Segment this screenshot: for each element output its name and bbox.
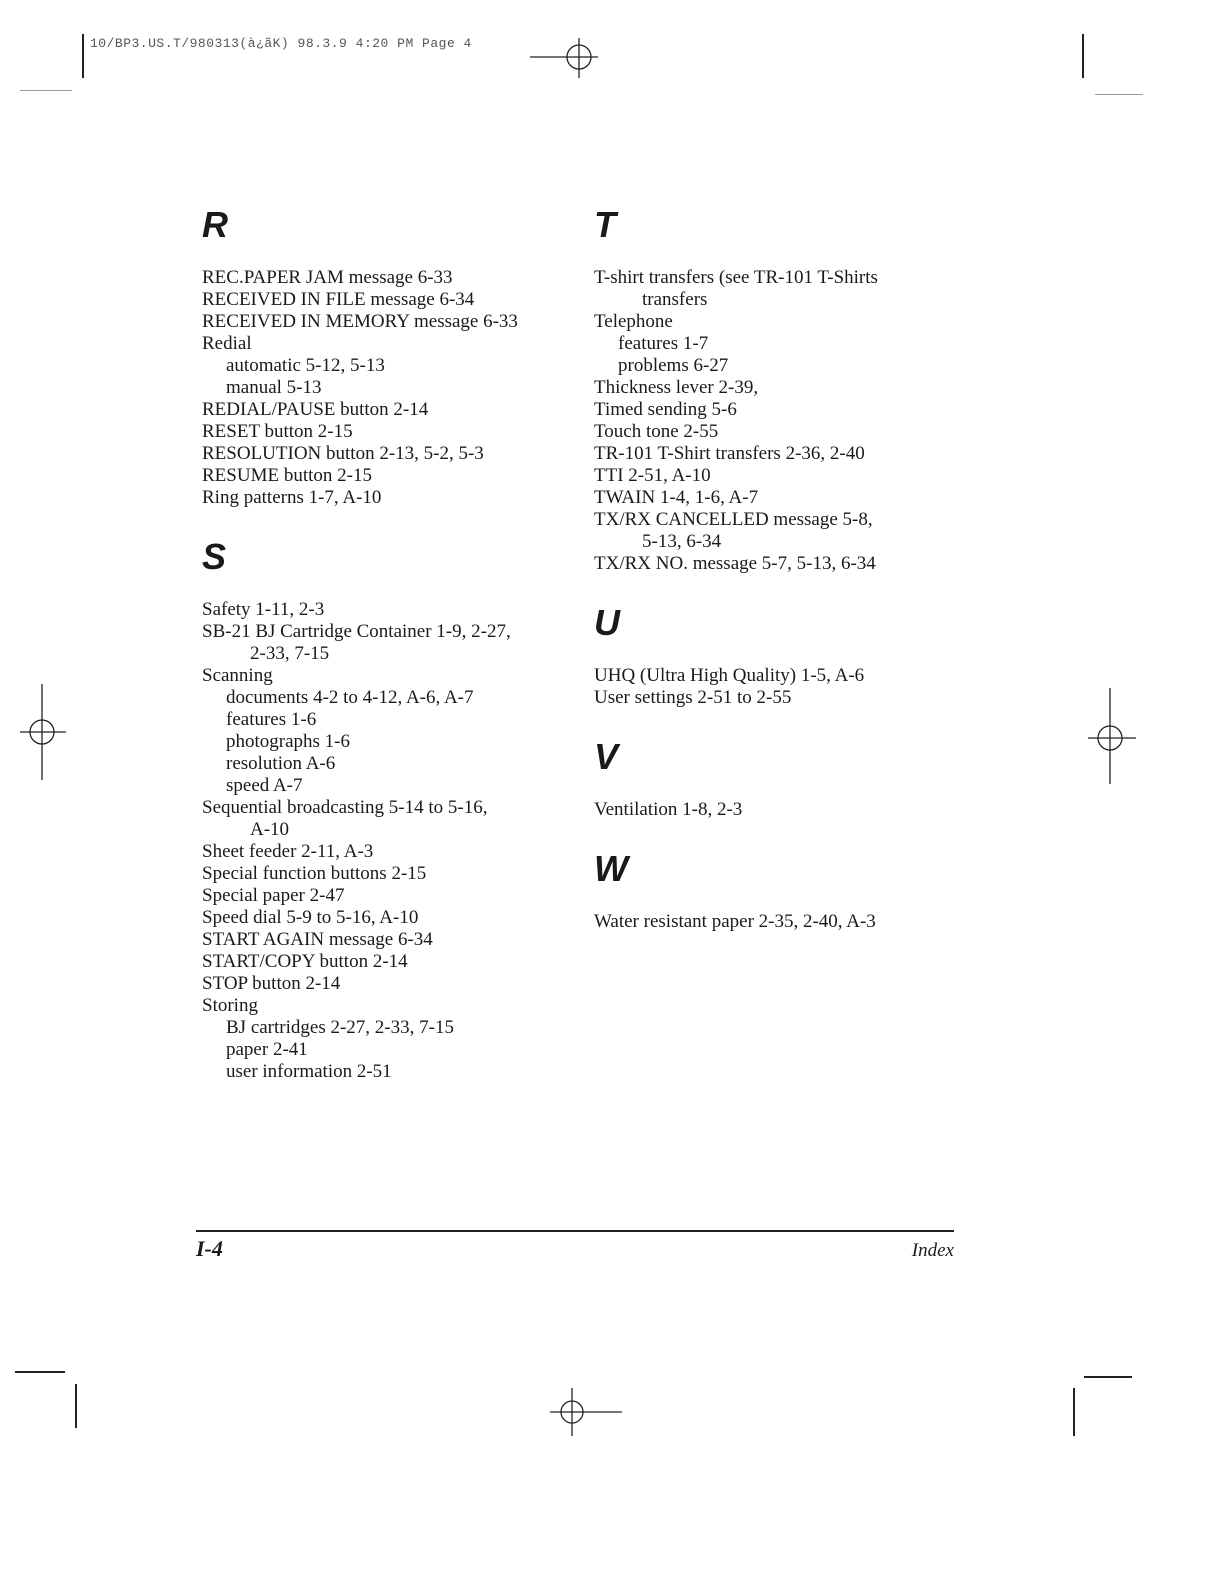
page-number: I-4 [196, 1236, 223, 1261]
index-entry: RESOLUTION button 2-13, 5-2, 5-3 [202, 443, 484, 464]
index-entry: transfers [642, 289, 708, 310]
index-entries [594, 799, 974, 821]
index-entry: automatic 5-12, 5-13 [226, 355, 385, 376]
index-entry: START AGAIN message 6-34 [202, 929, 433, 950]
registration-mark-bottom-icon [548, 1388, 624, 1436]
index-entry: Special function buttons 2-15 [202, 863, 427, 884]
index-entry: 5-13, 6-34 [642, 531, 722, 552]
index-entry: UHQ (Ultra High Quality) 1-5, A-6 [594, 665, 865, 686]
index-entry: user information 2-51 [226, 1061, 392, 1082]
index-section-s [202, 537, 582, 1083]
index-entry: TX/RX NO. message 5-7, 5-13, 6-34 [594, 553, 876, 574]
index-section-w [594, 849, 974, 933]
index-entry: REC.PAPER JAM message 6-33 [202, 267, 453, 288]
index-entry: Water resistant paper 2-35, 2-40, A-3 [594, 911, 876, 932]
index-entry: Thickness lever 2-39, [594, 377, 759, 398]
index-entry: features 1-6 [226, 709, 317, 730]
index-entry: Redial [202, 333, 252, 354]
index-entry: features 1-7 [618, 333, 709, 354]
section-letter: S [202, 536, 227, 577]
index-entry: Ventilation 1-8, 2-3 [594, 799, 743, 820]
index-entry: Touch tone 2-55 [594, 421, 719, 442]
index-entries [202, 267, 582, 509]
index-entry: Scanning [202, 665, 273, 686]
index-entry: Sheet feeder 2-11, A-3 [202, 841, 374, 862]
index-column-left [202, 205, 582, 1111]
index-entry: TTI 2-51, A-10 [594, 465, 711, 486]
index-entries [594, 267, 974, 575]
index-entries [202, 599, 582, 1083]
print-slug: 10/BP3.US.T/980313(à¿ãK) 98.3.9 4:20 PM Page 4 [90, 36, 472, 51]
registration-mark-top-icon [530, 38, 600, 78]
index-section-r [202, 205, 582, 509]
crop-mark-top-left-h [20, 90, 72, 91]
index-section-t [594, 205, 974, 575]
index-entry: RECEIVED IN MEMORY message 6-33 [202, 311, 518, 332]
index-entry: REDIAL/PAUSE button 2-14 [202, 399, 429, 420]
index-entries [594, 911, 974, 933]
registration-mark-left-icon [18, 684, 68, 780]
index-entry: SB-21 BJ Cartridge Container 1-9, 2-27, [202, 621, 511, 642]
index-entry: speed A-7 [226, 775, 303, 796]
index-entry: BJ cartridges 2-27, 2-33, 7-15 [226, 1017, 454, 1038]
section-letter: R [202, 204, 228, 245]
index-section-u [594, 603, 974, 709]
crop-mark-top-right [1082, 34, 1084, 78]
crop-mark-top-left [82, 34, 84, 78]
index-entry: STOP button 2-14 [202, 973, 341, 994]
index-entry: manual 5-13 [226, 377, 322, 398]
crop-mark-bottom-right-v [1073, 1388, 1075, 1436]
index-entries [594, 665, 974, 709]
crop-mark-top-right-h [1095, 94, 1143, 95]
index-entry: resolution A-6 [226, 753, 336, 774]
index-entry: paper 2-41 [226, 1039, 308, 1060]
index-entry: User settings 2-51 to 2-55 [594, 687, 792, 708]
section-letter: V [594, 736, 619, 777]
index-entry: RESET button 2-15 [202, 421, 353, 442]
index-entry: Safety 1-11, 2-3 [202, 599, 325, 620]
index-entry: RESUME button 2-15 [202, 465, 372, 486]
index-entry: Sequential broadcasting 5-14 to 5-16, [202, 797, 488, 818]
section-letter: U [594, 602, 620, 643]
index-entry: A-10 [250, 819, 290, 840]
crop-mark-bottom-right-h [1084, 1376, 1132, 1378]
index-entry: START/COPY button 2-14 [202, 951, 408, 972]
index-entry: TWAIN 1-4, 1-6, A-7 [594, 487, 759, 508]
index-column-right [594, 205, 974, 961]
index-entry: Storing [202, 995, 258, 1016]
section-letter: T [594, 204, 616, 245]
index-entry: Timed sending 5-6 [594, 399, 737, 420]
section-name: Index [911, 1240, 954, 1261]
index-entry: documents 4-2 to 4-12, A-6, A-7 [226, 687, 474, 708]
index-entry: photographs 1-6 [226, 731, 351, 752]
index-entry: 2-33, 7-15 [250, 643, 330, 664]
crop-mark-bottom-left-v [75, 1384, 77, 1428]
index-entry: problems 6-27 [618, 355, 729, 376]
index-entry: Speed dial 5-9 to 5-16, A-10 [202, 907, 419, 928]
index-entry: RECEIVED IN FILE message 6-34 [202, 289, 475, 310]
index-entry: TX/RX CANCELLED message 5-8, [594, 509, 873, 530]
index-entry: Telephone [594, 311, 673, 332]
section-letter: W [594, 848, 628, 889]
footer-rule [196, 1230, 954, 1232]
index-section-v [594, 737, 974, 821]
registration-mark-right-icon [1086, 688, 1138, 784]
index-entry: TR-101 T-Shirt transfers 2-36, 2-40 [594, 443, 865, 464]
index-entry: Special paper 2-47 [202, 885, 345, 906]
crop-mark-bottom-left-h [15, 1371, 65, 1373]
index-entry: Ring patterns 1-7, A-10 [202, 487, 382, 508]
index-entry: T-shirt transfers (see TR-101 T-Shirts [594, 267, 878, 288]
